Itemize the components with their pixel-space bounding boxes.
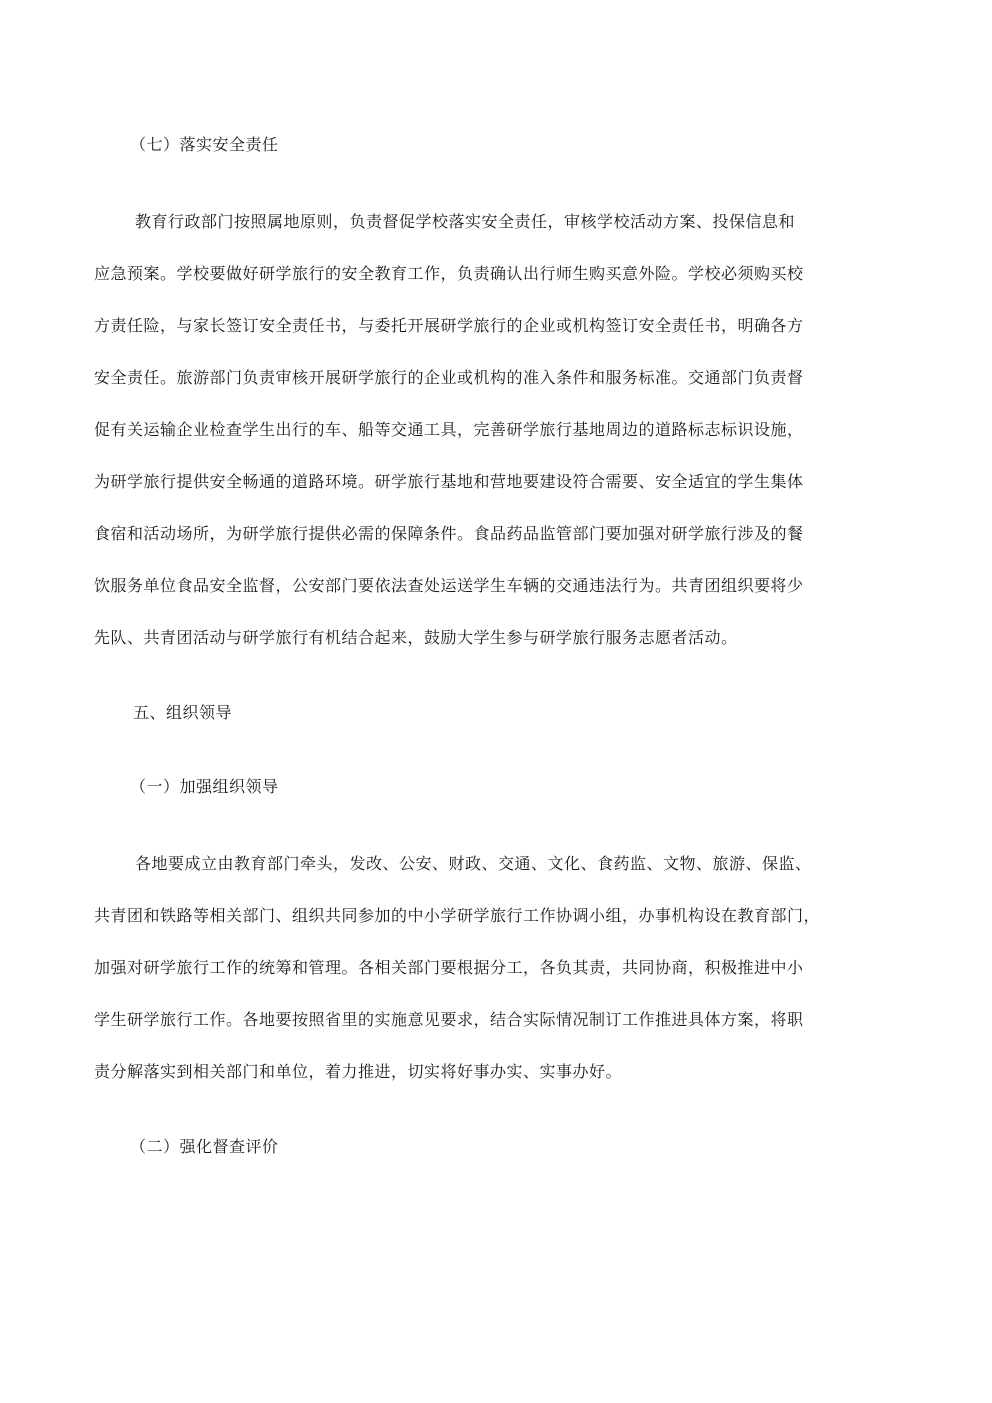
paragraph-line: 各地要成立由教育部门牵头，发改、公安、财政、交通、文化、食药监、文物、旅游、保监、: [135, 854, 812, 873]
paragraph-line: 共青团和铁路等相关部门、组织共同参加的中小学研学旅行工作协调小组，办事机构设在教育部门，: [94, 906, 821, 925]
subsection-heading-supervision: （二）强化督查评价: [130, 1137, 279, 1156]
paragraph-line: 食宿和活动场所，为研学旅行提供必需的保障条件。食品药品监管部门要加强对研学旅行涉及的餐: [94, 524, 804, 543]
subsection-heading-strengthen: （一）加强组织领导: [130, 777, 279, 796]
section-heading-leadership: 五、组织领导: [133, 703, 233, 722]
paragraph-line: 为研学旅行提供安全畅通的道路环境。研学旅行基地和营地要建设符合需要、安全适宜的学生集体: [94, 472, 804, 491]
paragraph-line: 方责任险，与家长签订安全责任书，与委托开展研学旅行的企业或机构签订安全责任书，明确各方: [94, 316, 804, 335]
paragraph-line: 学生研学旅行工作。各地要按照省里的实施意见要求，结合实际情况制订工作推进具体方案，将职: [94, 1010, 804, 1029]
paragraph-line: 加强对研学旅行工作的统筹和管理。各相关部门要根据分工，各负其责，共同协商，积极推进中小: [94, 958, 804, 977]
paragraph-line: 促有关运输企业检查学生出行的车、船等交通工具，完善研学旅行基地周边的道路标志标识设施，: [94, 420, 804, 439]
paragraph-line: 安全责任。旅游部门负责审核开展研学旅行的企业或机构的准入条件和服务标准。交通部门负责督: [94, 368, 804, 387]
paragraph-line: 先队、共青团活动与研学旅行有机结合起来，鼓励大学生参与研学旅行服务志愿者活动。: [94, 628, 738, 647]
paragraph-line: 饮服务单位食品安全监督，公安部门要依法查处运送学生车辆的交通违法行为。共青团组织要将少: [94, 576, 804, 595]
paragraph-line: 教育行政部门按照属地原则，负责督促学校落实安全责任，审核学校活动方案、投保信息和: [135, 212, 796, 231]
subsection-heading-safety: （七）落实安全责任: [130, 135, 279, 154]
paragraph-line: 责分解落实到相关部门和单位，着力推进，切实将好事办实、实事办好。: [94, 1062, 623, 1081]
paragraph-line: 应急预案。学校要做好研学旅行的安全教育工作，负责确认出行师生购买意外险。学校必须购买校: [94, 264, 804, 283]
